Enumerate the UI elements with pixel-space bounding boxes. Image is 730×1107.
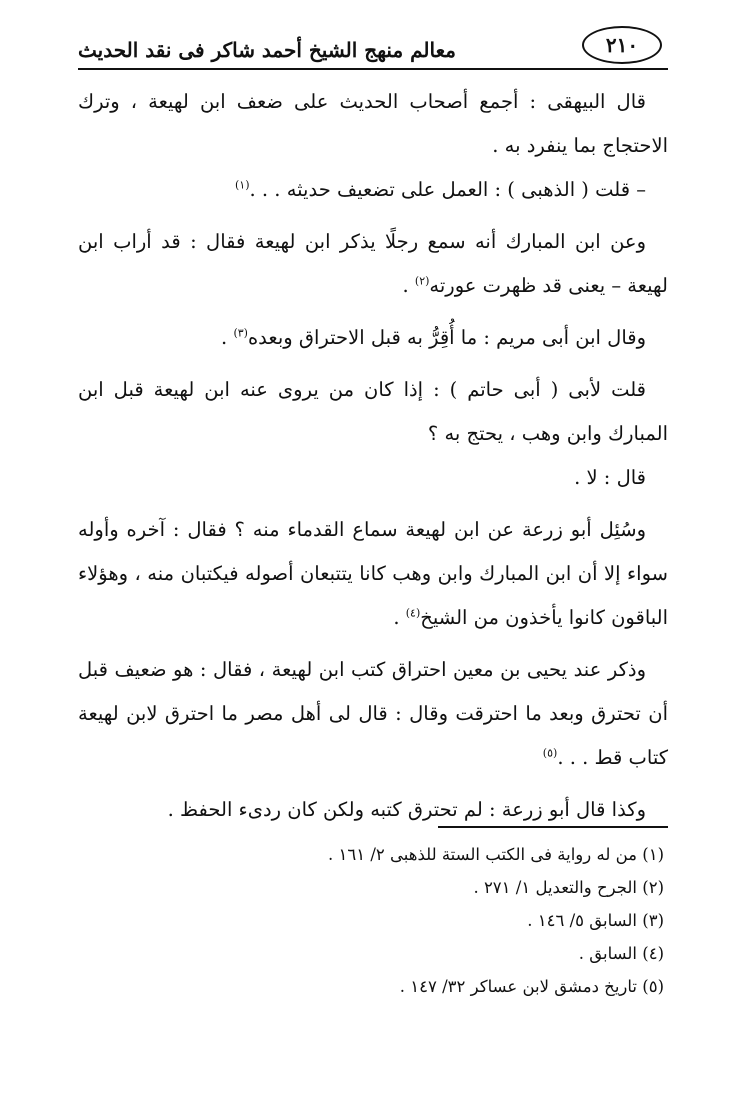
footnotes (78, 838, 668, 1003)
page-header (78, 22, 668, 70)
footnote-ref[interactable]: (١) (235, 178, 250, 192)
paragraph: وعن ابن المبارك أنه سمع رجلًا يذكر ابن لهيعة فقال : قد أراب ابن لهيعة – يعنى قد ظهرت عورته$^{(٢)}$ . (78, 230, 668, 297)
paragraph: قلت لأبى ( أبى حاتم ) : إذا كان من يروى عنه ابن لهيعة قبل ابن المبارك وابن وهب ، يحتج به ؟ (78, 378, 668, 445)
footnote-ref[interactable]: (٢) (414, 274, 430, 288)
page-number: ٢١٠ (582, 26, 662, 64)
paragraph: – قلت ( الذهبى ) : العمل على تضعيف حديثه . . .$^{(١)}$ (235, 178, 646, 201)
paragraph: وذكر عند يحيى بن معين احتراق كتب ابن لهيعة ، فقال : هو ضعيف قبل أن تحترق وبعد ما احترقت وقال : قال لى أهل مصر ما احترق لابن لهيعة كتاب قط . . .$^{(٥)}$ (78, 658, 668, 769)
paragraph: وكذا قال أبو زرعة : لم تحترق كتبه ولكن كان ردىء الحفظ . (167, 798, 646, 821)
footnote-ref[interactable]: (٥) (542, 746, 558, 760)
footnote-ref[interactable]: (٣) (233, 326, 248, 340)
footnote: (٢) الجرح والتعديل ١/ ٢٧١ . (473, 878, 664, 897)
paragraph: وقال ابن أبى مريم : ما أُقِرُّ به قبل الاحتراق وبعده$^{(٣)}$ . (221, 326, 646, 349)
footnote-ref[interactable]: (٤) (405, 606, 421, 620)
running-title: معالم منهج الشيخ أحمد شاكر فى نقد الحديث (78, 38, 456, 62)
footnote-separator (438, 826, 668, 828)
main-text (78, 80, 668, 840)
paragraph: قال البيهقى : أجمع أصحاب الحديث على ضعف ابن لهيعة ، وترك الاحتجاج بما ينفرد به . (78, 90, 668, 157)
footnote: (١) من له رواية فى الكتب الستة للذهبى ٢/ ١٦١ . (327, 845, 664, 864)
paragraph: وسُئِل أبو زرعة عن ابن لهيعة سماع القدماء منه ؟ فقال : آخره وأوله سواء إلا أن ابن المبارك وابن وهب كانا يتتبعان أصوله فيكتبان منه ، وهؤلاء الباقون كانوا يأخذون من الشيخ$^{(٤)}$ . (78, 518, 668, 629)
footnote: (٣) السابق ٥/ ١٤٦ . (527, 911, 664, 930)
paragraph: قال : لا . (574, 466, 646, 489)
footnote: (٤) السابق . (578, 944, 664, 963)
footnote: (٥) تاريخ دمشق لابن عساكر ٣٢/ ١٤٧ . (399, 977, 664, 996)
